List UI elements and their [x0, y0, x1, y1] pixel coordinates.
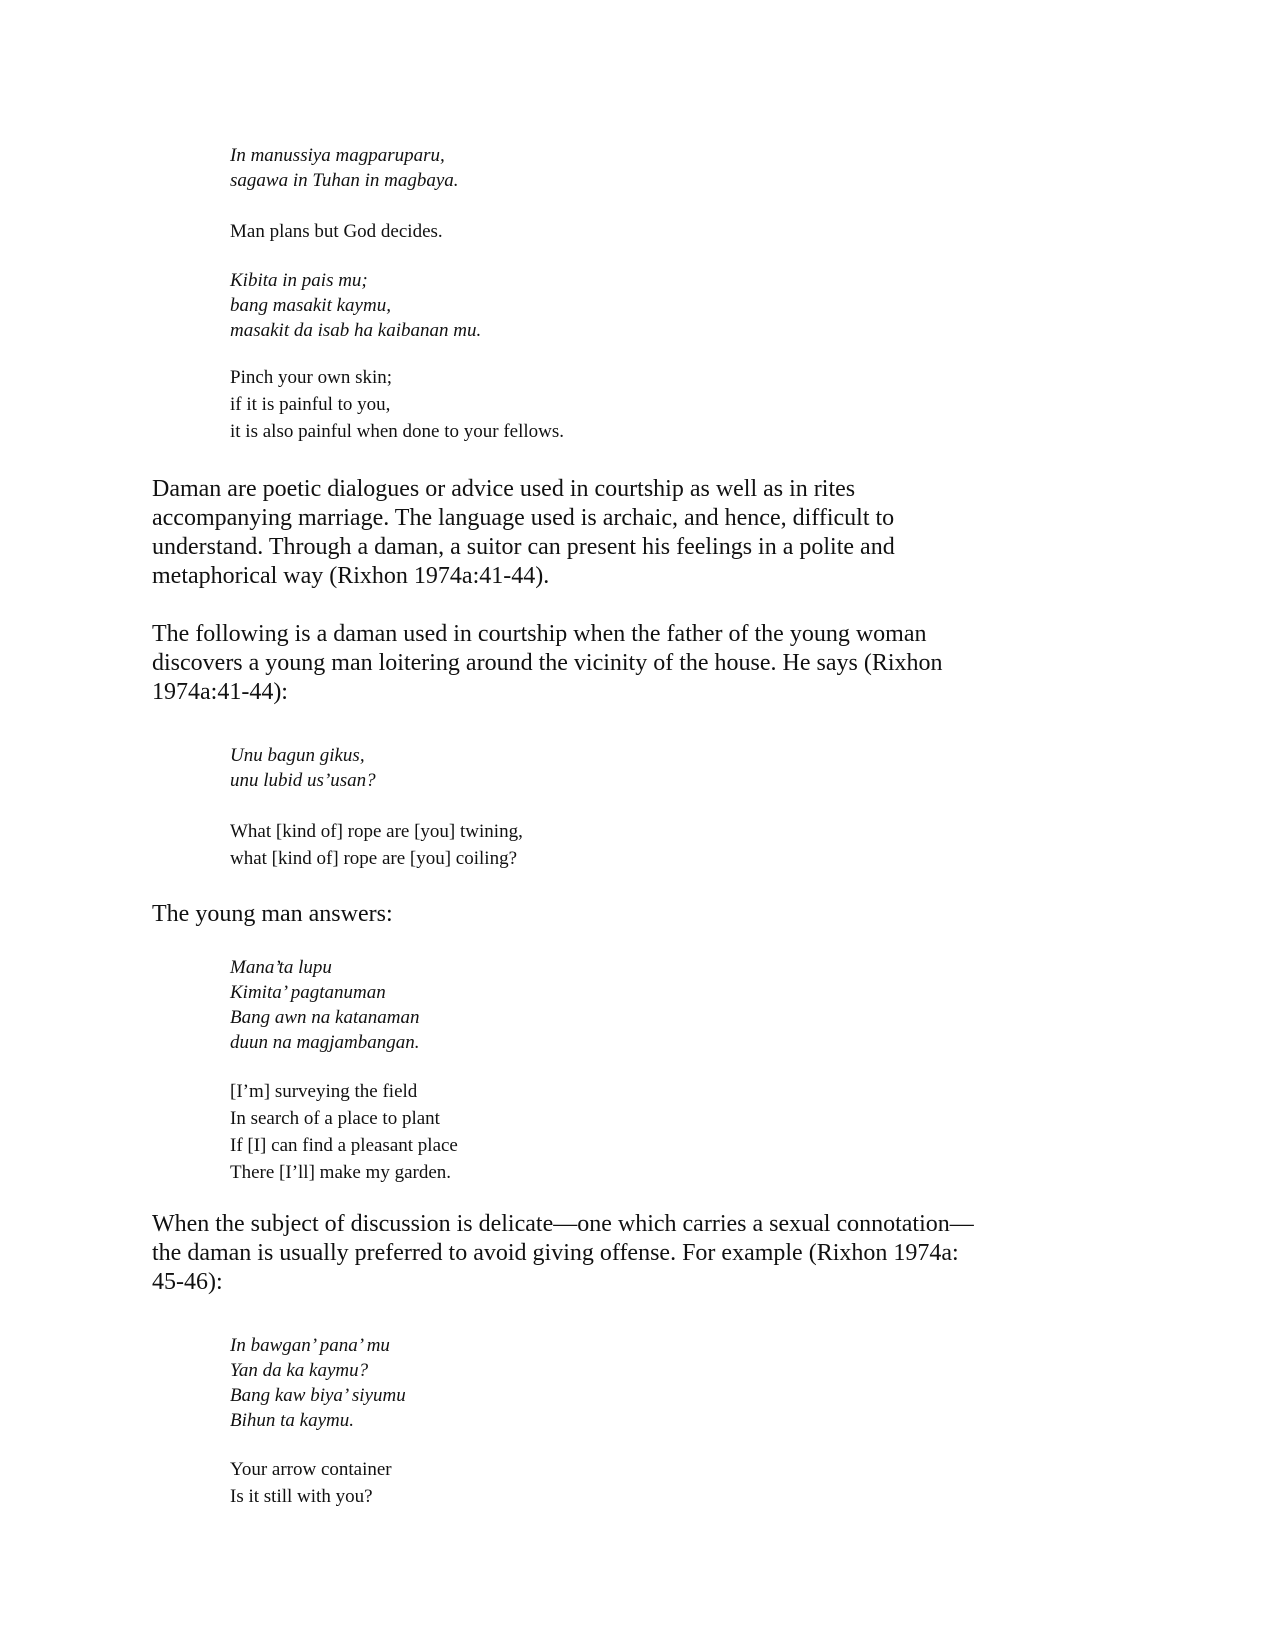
verse-line: In bawgan’ pana’ mu [230, 1335, 390, 1356]
paragraph-line: The young man answers: [152, 901, 393, 927]
paragraph-line: 45-46): [152, 1269, 223, 1295]
paragraph-delicate-subject [152, 1210, 1032, 1297]
translation-line: Is it still with you? [230, 1486, 373, 1507]
paragraph-line: understand. Through a daman, a suitor can present his feelings in a polite and [152, 534, 895, 560]
verse-line: Bihun ta kaymu. [230, 1410, 355, 1431]
paragraph-line: metaphorical way (Rixhon 1974a:41-44). [152, 563, 550, 589]
verse-line: Bang kaw biya’ siyumu [230, 1385, 406, 1406]
daman-translation-question [230, 818, 1030, 872]
translation-line: Pinch your own skin; [230, 367, 393, 388]
paragraph-line: the daman is usually preferred to avoid giving offense. For example (Rixhon 1974a: [152, 1240, 959, 1266]
verse-line: duun na magjambangan. [230, 1032, 420, 1053]
translation-line: [I’m] surveying the field [230, 1081, 418, 1102]
verse-line: Mana’ta lupu [230, 957, 332, 978]
daman-translation-answer [230, 1078, 1030, 1186]
verse-line: Yan da ka kaymu? [230, 1360, 369, 1381]
verse-line: Kibita in pais mu; [230, 270, 368, 291]
translation-line: If [I] can find a pleasant place [230, 1135, 458, 1156]
translation-line: What [kind of] rope are [you] twining, [230, 821, 523, 842]
verse-line: Kimita’ pagtanuman [230, 982, 386, 1003]
daman-translation-example [230, 1456, 1030, 1510]
verse-line: In manussiya magparuparu, [230, 145, 445, 166]
translation-line: if it is painful to you, [230, 394, 391, 415]
proverb-translation-1 [230, 218, 1030, 245]
paragraph-young-man-answers [152, 900, 1032, 929]
translation-line: There [I’ll] make my garden. [230, 1162, 452, 1183]
verse-line: Bang awn na katanaman [230, 1007, 420, 1028]
verse-line: unu lubid us’usan? [230, 770, 376, 791]
translation-line: Man plans but God decides. [230, 221, 443, 242]
paragraph-courtship-intro [152, 620, 1032, 707]
paragraph-daman-definition [152, 475, 1032, 591]
translation-line: what [kind of] rope are [you] coiling? [230, 848, 518, 869]
verse-line: masakit da isab ha kaibanan mu. [230, 320, 482, 341]
paragraph-line: 1974a:41-44): [152, 679, 288, 705]
translation-line: Your arrow container [230, 1459, 392, 1480]
proverb-translation-2 [230, 364, 1030, 445]
daman-verse-example [230, 1333, 1030, 1433]
translation-line: it is also painful when done to your fellows. [230, 421, 565, 442]
daman-verse-answer [230, 955, 1030, 1055]
paragraph-line: discovers a young man loitering around the vicinity of the house. He says (Rixhon [152, 650, 943, 676]
paragraph-line: When the subject of discussion is delicate—one which carries a sexual connotation— [152, 1211, 974, 1237]
proverb-verse-2 [230, 268, 1030, 343]
daman-verse-question [230, 743, 1030, 793]
translation-line: In search of a place to plant [230, 1108, 440, 1129]
verse-line: bang masakit kaymu, [230, 295, 391, 316]
verse-line: sagawa in Tuhan in magbaya. [230, 170, 459, 191]
paragraph-line: The following is a daman used in courtship when the father of the young woman [152, 621, 927, 647]
paragraph-line: Daman are poetic dialogues or advice used in courtship as well as in rites [152, 476, 856, 502]
proverb-verse-1 [230, 143, 1030, 193]
verse-line: Unu bagun gikus, [230, 745, 365, 766]
paragraph-line: accompanying marriage. The language used is archaic, and hence, difficult to [152, 505, 895, 531]
